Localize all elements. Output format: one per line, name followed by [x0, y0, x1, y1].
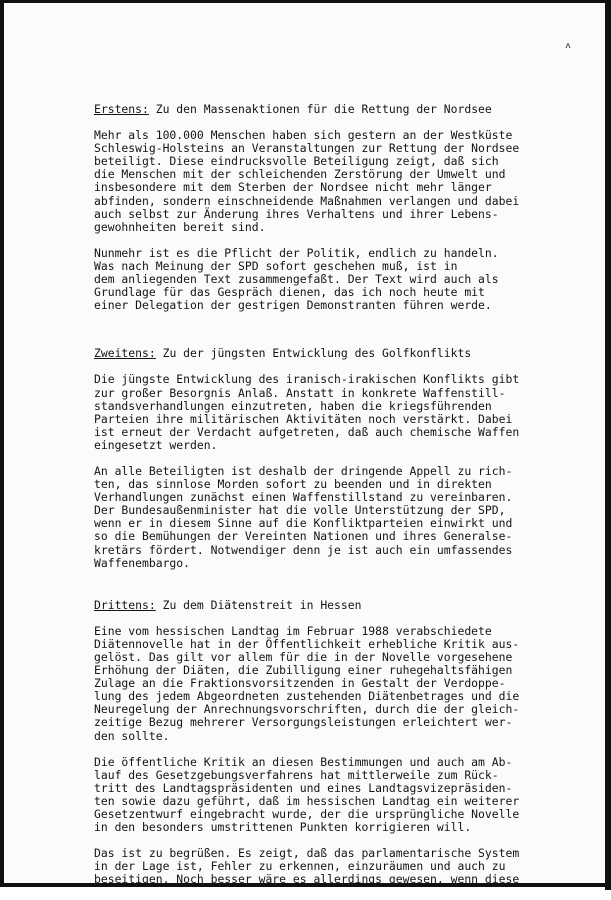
section-erstens: [94, 103, 554, 312]
paragraph: Nunmehr ist es die Pflicht der Politik, endlich zu handeln. Was nach Meinung der SPD sofort geschehen muß, ist in dem anliegenden Text zusammengefaßt. Der Text wird auch als Grundlage für das Gespräch dienen, das ich noch heute mit einer Delegation der gestrigen Demonstranten führen werde.: [94, 245, 499, 313]
paragraph: Das ist zu begrüßen. Es zeigt, daß das parlamentarische System in der Lage ist, Fehler zu erkennen, einzuräumen und auch zu beseitigen. Noch besser wäre es allerdings gewesen, wenn diese: [94, 846, 520, 887]
section-lead: Zweitens:: [94, 346, 156, 361]
section-title: Zu den Massenaktionen für die Rettung der Nordsee: [148, 102, 492, 116]
section-zweitens: [94, 347, 554, 569]
section-drittens: [94, 599, 554, 887]
paragraph: An alle Beteiligten ist deshalb der dringende Appell zu rich- ten, das sinnlose Morden sofort zu beenden und in direkten Verhandlungen zunächst einen Waffenstillstand zu vereinbaren. Der Bundesaußenminister hat die volle Unterstützung der SPD, wenn er in diesem Sinne auf die Konfliktparteien einwirkt und so die Bemühungen der Vereinten Nationen und ihres Generalse- kretärs fördert. Notwendiger denn je ist auch ein umfassendes Waffenembargo.: [94, 463, 513, 570]
section-lead: Drittens:: [94, 597, 156, 612]
section-heading: [94, 103, 554, 116]
corner-mark: ˄: [565, 41, 572, 52]
section-title: Zu der jüngsten Entwicklung des Golfkonflikts: [155, 346, 472, 361]
scan-edge-right: [605, 3, 611, 890]
section-lead: Erstens:: [94, 102, 149, 116]
paragraph: Die öffentliche Kritik an diesen Bestimmungen und auch am Ab- lauf des Gesetzgebungsverfahrens hat mittlerweile zum Rück- tritt des Landtagspräsidenten und eines Landtagsvizepräsiden- ten sowie dazu geführt, daß im hessischen Landtag ein weiterer Gesetzentwurf eingebracht wurde, der die ursprüngliche Novelle in den besonders umstrittenen Punkten korrigieren will.: [94, 754, 520, 835]
section-heading: [94, 347, 554, 360]
document-body: [94, 103, 554, 900]
section-title: Zu dem Diätenstreit in Hessen: [155, 597, 362, 612]
paragraph: Mehr als 100.000 Menschen haben sich gestern an der Westküste Schleswig-Holsteins an Veranstaltungen zur Rettung der Nordsee beteiligt. Diese eindrucksvolle Beteiligung zeigt, daß sich die Menschen mit der schleichenden Zerstörung der Umwelt und insbesondere mit dem Sterben der Nordsee nicht mehr länger abfinden, sondern einschneidende Maßnahmen verlangen und dabei auch selbst zur Änderung ihres Verhaltens und ihrer Lebens- gewohnheiten bereit sind.: [94, 128, 520, 234]
paragraph: Eine vom hessischen Landtag im Februar 1988 verabschiedete Diätennovelle hat in der Öffentlichkeit erhebliche Kritik aus- gelöst. Das gilt vor allem für die in der Novelle vorgesehene Erhöhung der Diäten, die Zubilligung einer ruhegehaltsfähigen Zulage an die Fraktionsvorsitzenden in Gestalt der Verdoppe- lung des jedem Abgeordneten zustehenden Diätenbetrages und die Neuregelung der Anrechnungsvorschriften, durch die der gleich- zeitige Bezug mehrerer Versorgungsleistungen erleichtert wer- den sollte.: [94, 623, 520, 743]
section-heading: [94, 599, 554, 612]
paragraph: Die jüngste Entwicklung des iranisch-irakischen Konflikts gibt zur großer Besorgnis Anlaß. Anstatt in konkrete Waffenstill- standsverhandlungen einzutreten, haben die kriegsführenden Parteien ihre militärischen Aktivitäten noch verstärkt. Dabei ist erneut der Verdacht aufgetreten, daß auch chemische Waffen eingesetzt werden.: [94, 372, 520, 452]
